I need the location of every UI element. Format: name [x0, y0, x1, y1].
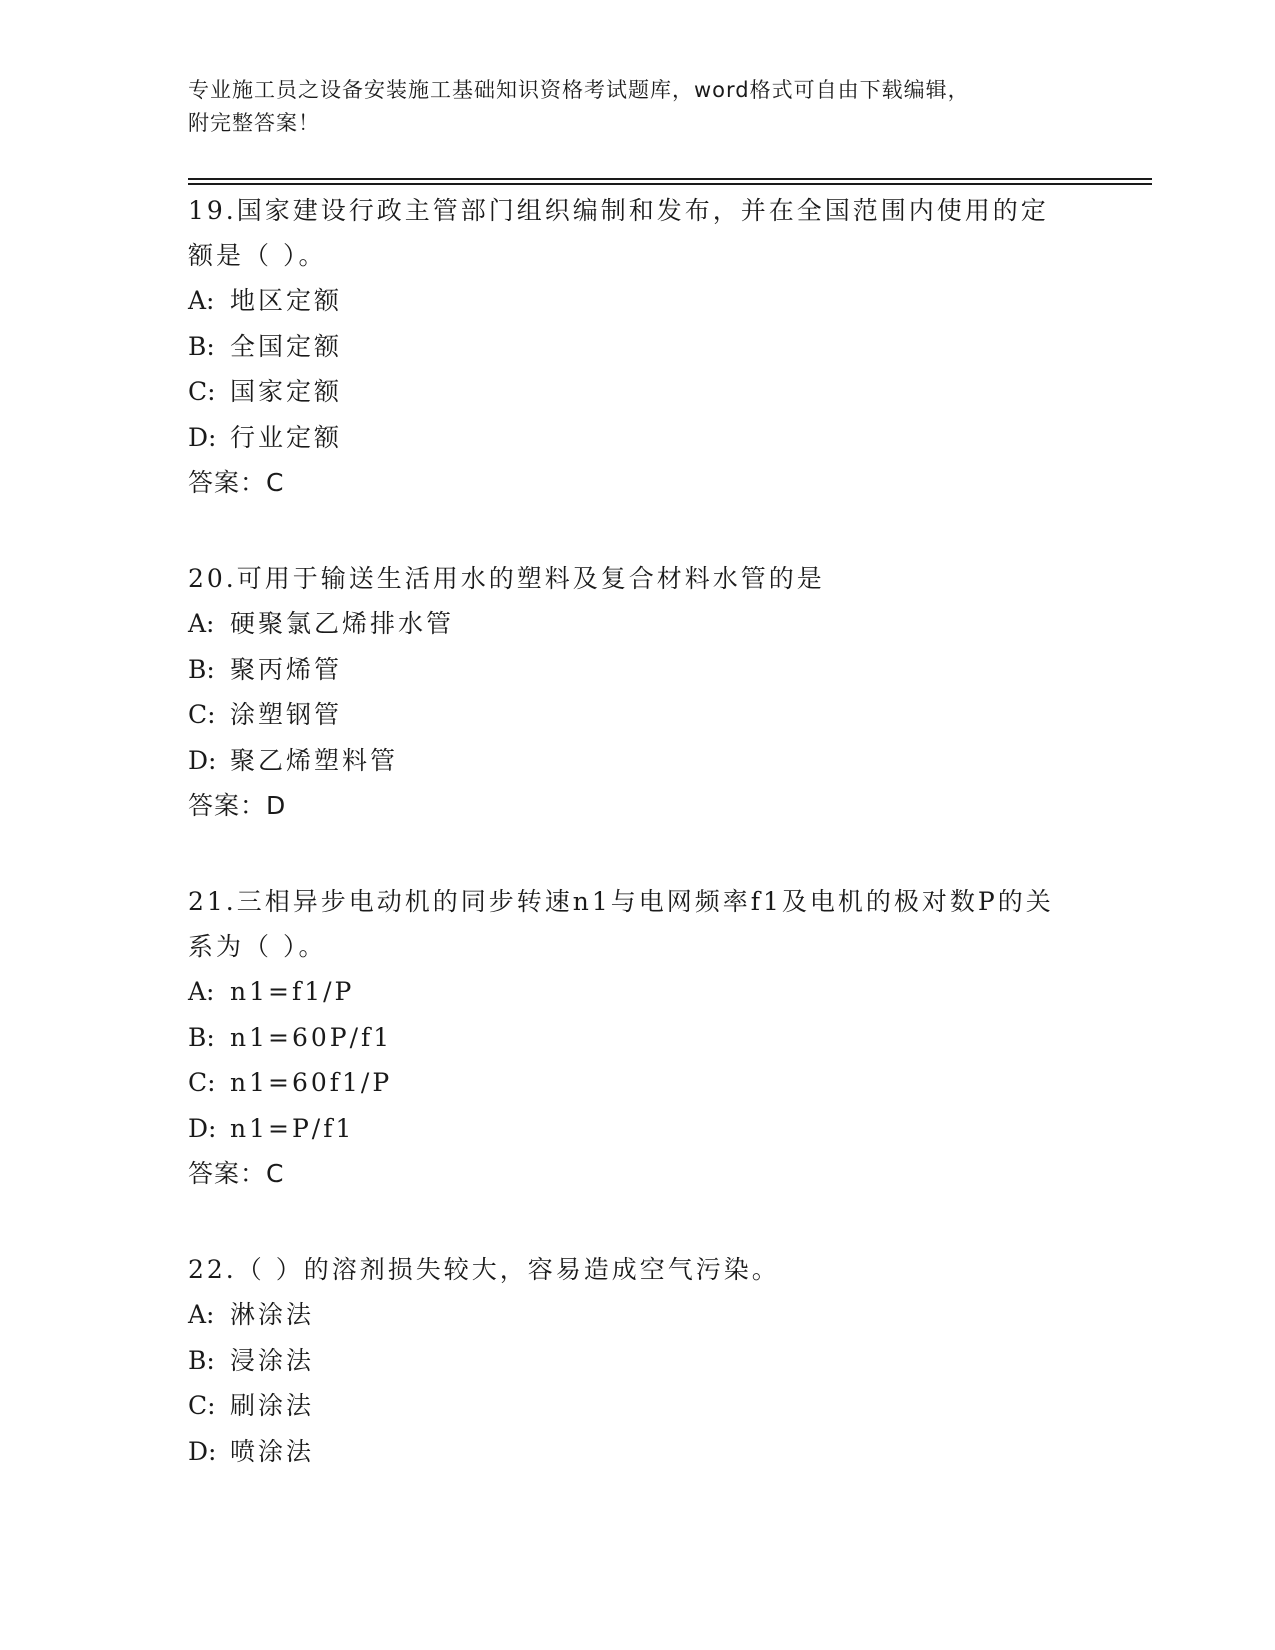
question-number: 22.: [188, 1255, 237, 1284]
answer-label: 答案：: [188, 468, 267, 497]
option-c: [188, 692, 1088, 738]
option-key: C:: [188, 700, 216, 729]
option-key: D:: [188, 745, 217, 775]
option-text: 硬聚氯乙烯排水管: [230, 609, 455, 638]
option-key: D:: [188, 422, 217, 452]
option-text: 浸涂法: [230, 1345, 315, 1375]
option-key: B:: [188, 1022, 215, 1052]
question-stem: [188, 879, 1068, 969]
option-key: A:: [188, 609, 215, 638]
question-text: 三相异步电动机的同步转速n1与电网频率f1及电机的极对数P的关系为（ ）。: [188, 887, 1054, 961]
option-b: [188, 1338, 1088, 1384]
header-divider-bottom: [188, 183, 1152, 185]
option-key: B:: [188, 331, 215, 361]
option-text: 国家定额: [230, 377, 343, 406]
option-a: [188, 278, 1088, 324]
option-b: [188, 1015, 1088, 1061]
option-text: 聚乙烯塑料管: [230, 745, 399, 775]
question-list: [188, 188, 1088, 1524]
question-number: 20.: [188, 564, 237, 593]
question-19: [188, 188, 1088, 506]
option-text: n1=P/f1: [230, 1113, 355, 1143]
option-list: [188, 278, 1088, 460]
option-d: [188, 1429, 1088, 1475]
option-text: 全国定额: [230, 331, 343, 361]
option-b: [188, 647, 1088, 693]
option-list: [188, 1292, 1088, 1474]
question-stem: [188, 1247, 1068, 1292]
option-text: n1=60f1/P: [230, 1068, 393, 1097]
question-21: [188, 879, 1088, 1197]
option-text: n1=f1/P: [230, 977, 355, 1006]
question-22: [188, 1247, 1088, 1474]
option-key: B:: [188, 654, 215, 684]
option-text: 喷涂法: [230, 1436, 315, 1466]
option-d: [188, 415, 1088, 461]
answer-label: 答案：: [188, 1159, 267, 1188]
question-text: 可用于输送生活用水的塑料及复合材料水管的是: [236, 564, 825, 593]
option-d: [188, 1106, 1088, 1152]
header-divider-top: [188, 178, 1152, 180]
answer-line: [188, 460, 1088, 506]
option-list: [188, 601, 1088, 783]
option-c: [188, 1383, 1088, 1429]
answer-value: C: [266, 468, 285, 497]
document-header: [188, 74, 1068, 140]
option-c: [188, 369, 1088, 415]
option-key: A:: [188, 286, 215, 315]
option-text: 淋涂法: [230, 1300, 315, 1329]
option-list: [188, 969, 1088, 1151]
option-key: C:: [188, 377, 216, 406]
option-a: [188, 601, 1088, 647]
option-text: 地区定额: [230, 286, 343, 315]
header-line-1: 专业施工员之设备安装施工基础知识资格考试题库，word格式可自由下载编辑，: [188, 78, 970, 102]
question-stem: [188, 188, 1068, 278]
option-text: 聚丙烯管: [230, 654, 343, 684]
option-key: A:: [188, 1300, 215, 1329]
answer-line: [188, 1151, 1088, 1197]
header-line-2: 附完整答案！: [188, 111, 320, 135]
option-a: [188, 969, 1088, 1015]
option-key: A:: [188, 977, 215, 1006]
option-b: [188, 324, 1088, 370]
option-text: 刷涂法: [230, 1391, 315, 1420]
option-key: C:: [188, 1391, 216, 1420]
answer-value: C: [266, 1159, 285, 1188]
option-text: n1=60P/f1: [230, 1022, 393, 1052]
option-c: [188, 1060, 1088, 1106]
option-a: [188, 1292, 1088, 1338]
option-key: D:: [188, 1113, 217, 1143]
question-number: 21.: [188, 887, 237, 916]
option-text: 行业定额: [230, 422, 343, 452]
option-key: D:: [188, 1436, 217, 1466]
question-20: [188, 556, 1088, 829]
answer-label: 答案：: [188, 791, 267, 820]
option-d: [188, 738, 1088, 784]
question-text: 国家建设行政主管部门组织编制和发布，并在全国范围内使用的定额是（ ）。: [188, 196, 1049, 270]
option-key: B:: [188, 1345, 215, 1375]
option-text: 涂塑钢管: [230, 700, 343, 729]
question-stem: [188, 556, 1068, 601]
question-number: 19.: [188, 196, 237, 225]
answer-line: [188, 783, 1088, 829]
question-text: （ ）的溶剂损失较大，容易造成空气污染。: [236, 1255, 780, 1284]
answer-value: D: [266, 791, 287, 820]
option-key: C:: [188, 1068, 216, 1097]
